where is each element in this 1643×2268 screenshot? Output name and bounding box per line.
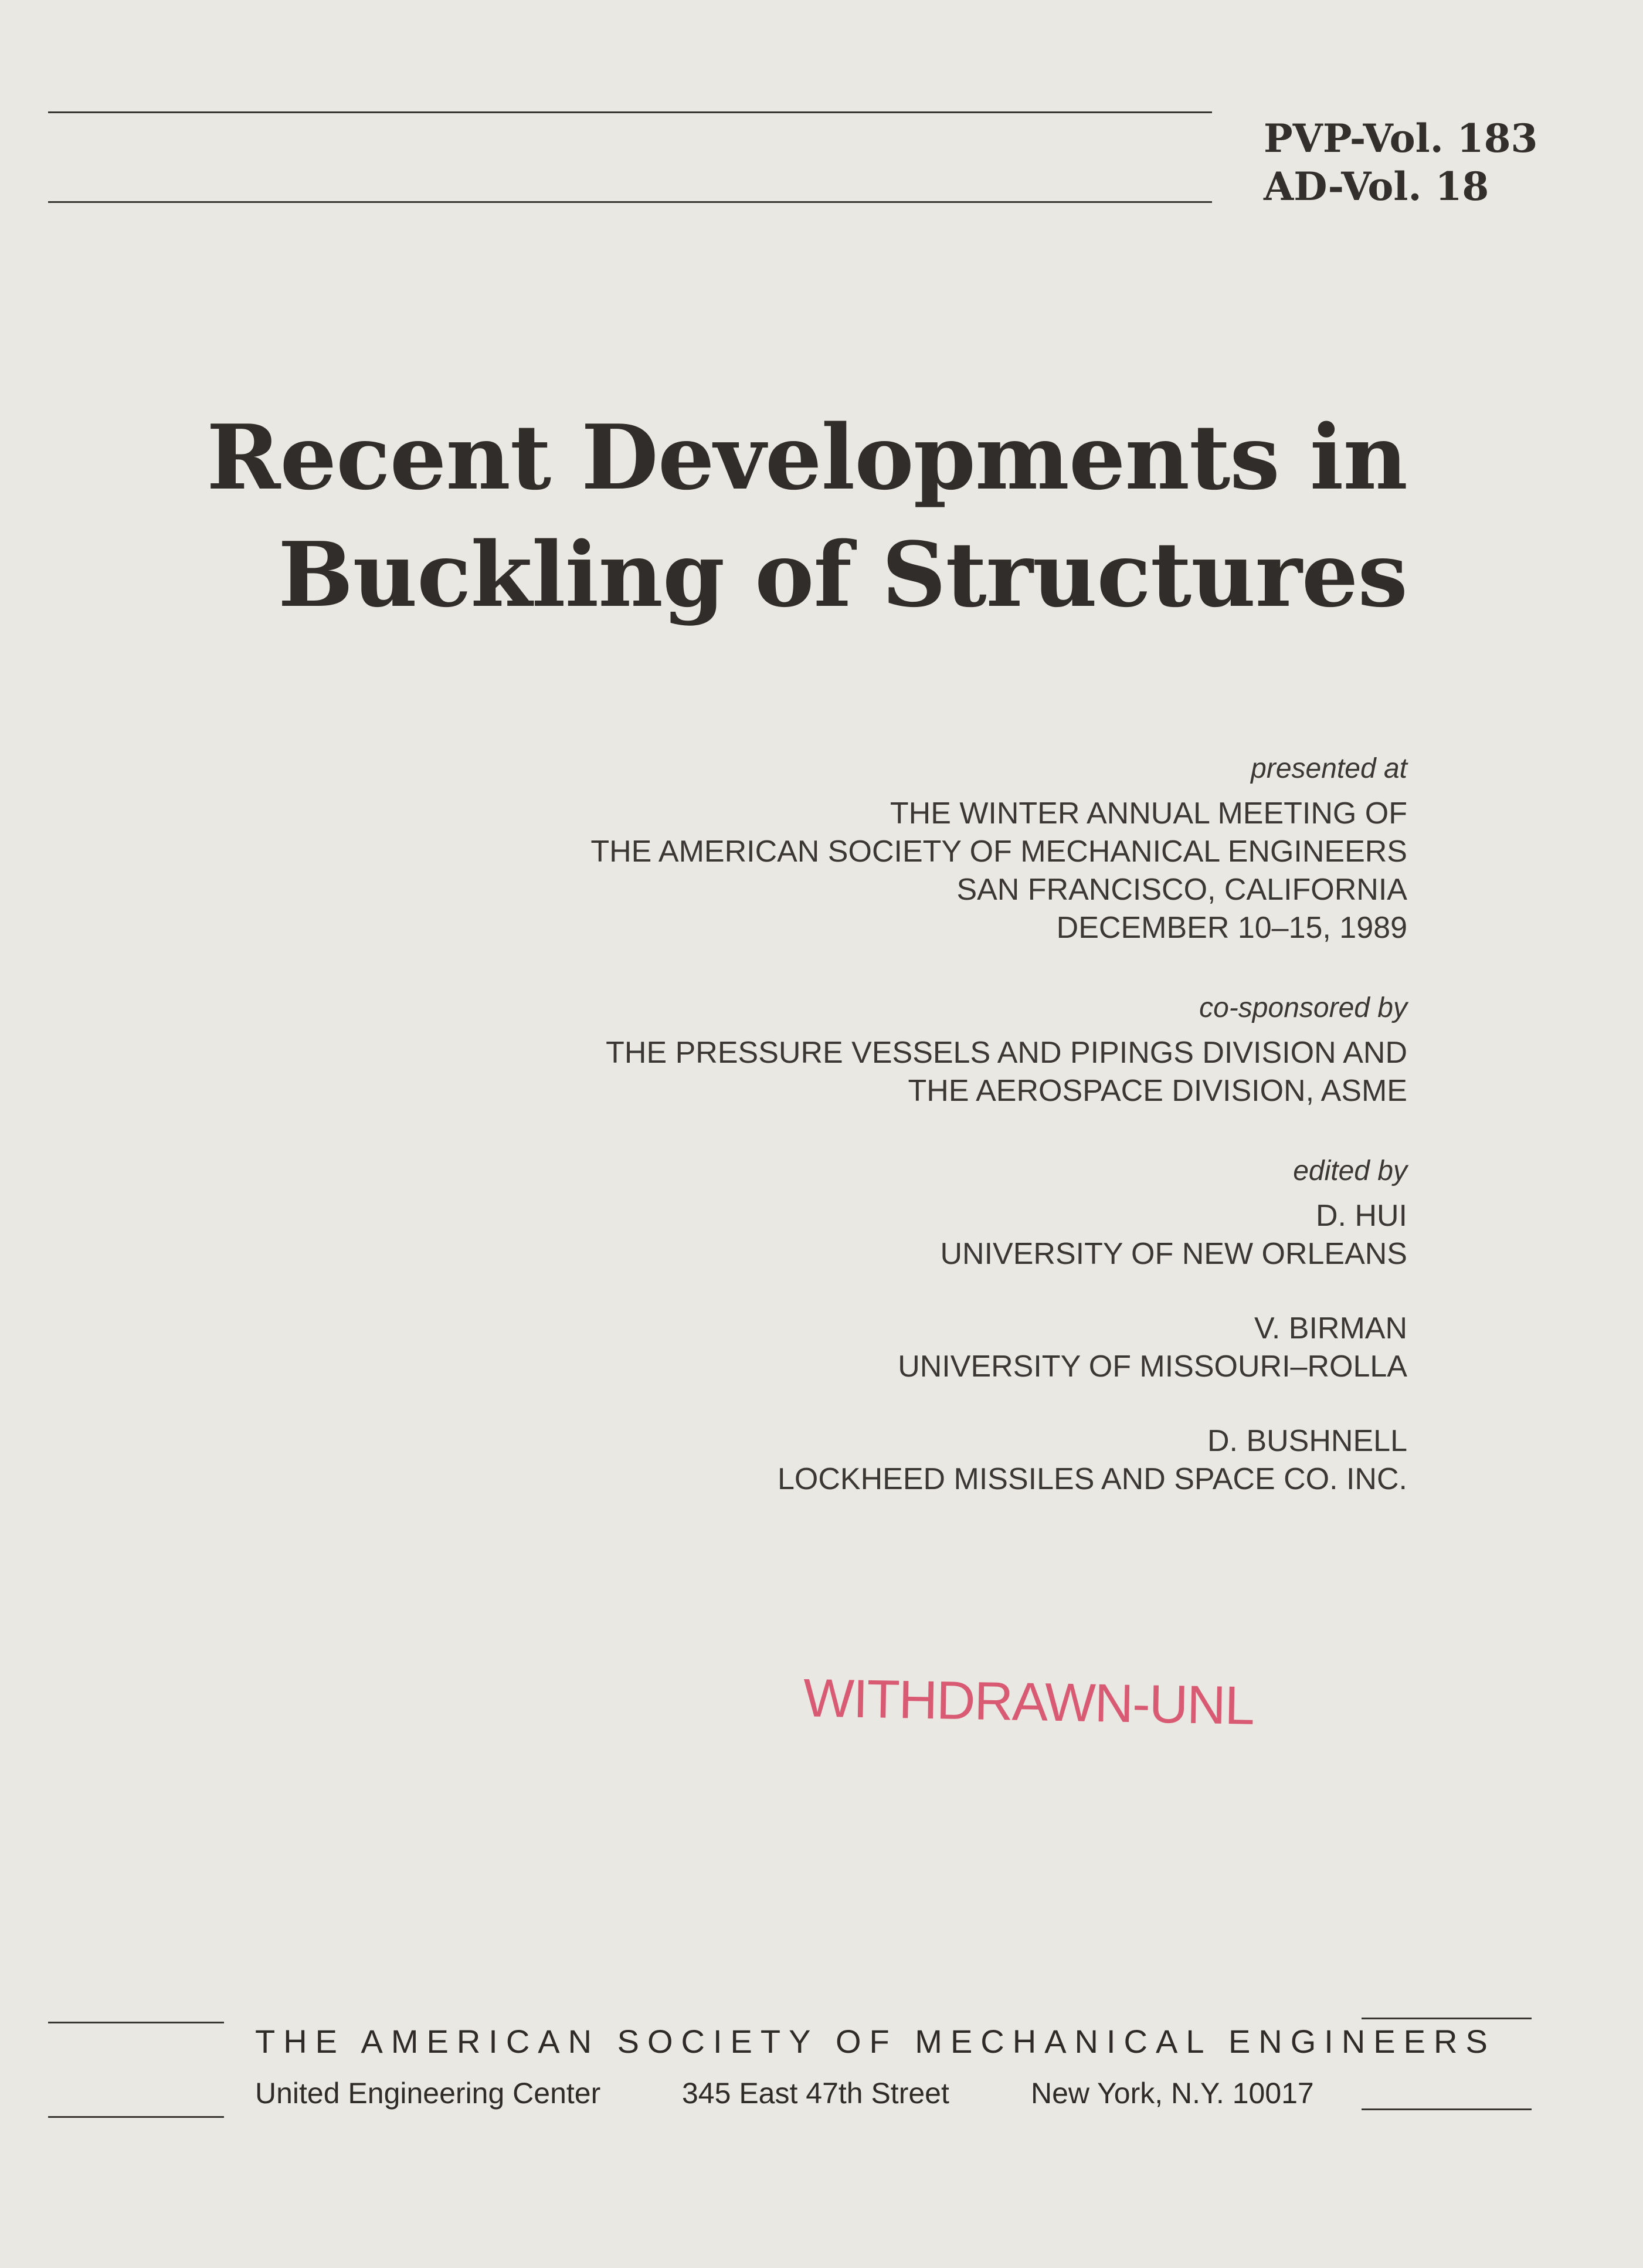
book-title <box>206 399 1407 633</box>
date-line: DECEMBER 10–15, 1989 <box>1056 911 1407 945</box>
cosponsor-line-2: THE AEROSPACE DIVISION, ASME <box>908 1074 1407 1108</box>
footer-rule <box>1362 2108 1532 2110</box>
footer-rule <box>48 2116 224 2118</box>
title-line-2: Buckling of Structures <box>278 522 1407 627</box>
address-street: 345 East 47th Street <box>682 2077 949 2110</box>
location-line: SAN FRANCISCO, CALIFORNIA <box>956 873 1407 907</box>
editor-affiliation: LOCKHEED MISSILES AND SPACE CO. INC. <box>778 1462 1407 1496</box>
header-rule-bottom <box>48 201 1212 203</box>
presentation-block <box>590 750 1407 947</box>
edited-by-label: edited by <box>1293 1155 1407 1186</box>
publisher-name: THE AMERICAN SOCIETY OF MECHANICAL ENGINEERS <box>255 2023 1496 2060</box>
title-line-1: Recent Developments in <box>206 405 1407 510</box>
cosponsor-line-1: THE PRESSURE VESSELS AND PIPINGS DIVISION AND <box>606 1036 1407 1070</box>
cosponsor-block <box>606 989 1407 1110</box>
editor-name: V. BIRMAN <box>1254 1311 1407 1345</box>
editors-block <box>778 1152 1407 1499</box>
address-building: United Engineering Center <box>255 2077 601 2110</box>
society-line: THE AMERICAN SOCIETY OF MECHANICAL ENGINEERS <box>590 835 1407 869</box>
cosponsored-by-label: co-sponsored by <box>1199 992 1407 1023</box>
footer-rule <box>1362 2018 1532 2019</box>
editor-name: D. HUI <box>1316 1199 1407 1233</box>
editor-affiliation: UNIVERSITY OF MISSOURI–ROLLA <box>898 1350 1407 1384</box>
editor-name: D. BUSHNELL <box>1207 1424 1407 1458</box>
meeting-line: THE WINTER ANNUAL MEETING OF <box>890 796 1407 830</box>
withdrawn-stamp: WITHDRAWN-UNL <box>803 1668 1254 1736</box>
presented-at-label: presented at <box>1251 753 1407 784</box>
ad-volume: AD-Vol. 18 <box>1264 164 1489 209</box>
editor-affiliation: UNIVERSITY OF NEW ORLEANS <box>940 1237 1407 1271</box>
volume-numbers <box>1264 114 1537 211</box>
footer-rule <box>48 2022 224 2023</box>
address-city: New York, N.Y. 10017 <box>1031 2077 1314 2110</box>
header-rule-top <box>48 111 1212 113</box>
pvp-volume: PVP-Vol. 183 <box>1264 116 1538 161</box>
